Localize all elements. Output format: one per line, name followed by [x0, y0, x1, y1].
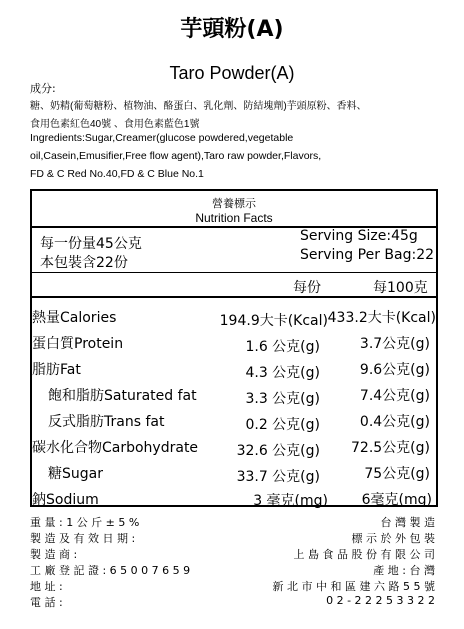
- product-title-en: Taro Powder(A): [169, 63, 295, 83]
- serving-size-zh: 每一份量45公克: [40, 236, 142, 252]
- footer-line-factory: [30, 562, 435, 578]
- maker-label: 製 造 商 :: [30, 548, 78, 561]
- ingredients-label: 成分:: [30, 82, 56, 95]
- ingredients-en-line-2: oil,Casein,Emusifier,Free flow agent),Taro raw powder,Flavors,: [30, 150, 322, 162]
- nutrient-label: 糖Sugar: [48, 466, 103, 482]
- footer-line-expiry: [30, 530, 435, 546]
- nutrient-per-100g: 72.5公克(g): [351, 440, 430, 456]
- footer-line-phone: [30, 594, 435, 610]
- phone-label: 電 話 :: [30, 596, 63, 609]
- expiry-value: 標 示 於 外 包 裝: [351, 532, 435, 545]
- ingredients-zh-line-1: 糖、奶精(葡萄糖粉、植物油、酪蛋白、乳化劑、防結塊劑)芋頭原粉、香料、: [30, 101, 367, 112]
- factory-registration: 工 廠 登 記 證 : 6 5 0 0 7 6 5 9: [30, 564, 191, 577]
- nutrient-label: 飽和脂肪Saturated fat: [48, 388, 197, 404]
- address-label: 地 址 :: [30, 580, 63, 593]
- nutrient-per-serving: 32.6 公克(g): [236, 443, 320, 459]
- nutrient-per-100g: 9.6公克(g): [359, 362, 430, 378]
- servings-per-bag-en: Serving Per Bag:22: [300, 247, 435, 263]
- phone-value: 0 2 - 2 2 2 5 3 3 2 2: [326, 594, 435, 607]
- nutrient-per-serving: 194.9大卡(Kcal): [219, 313, 328, 329]
- nutrient-per-100g: 0.4公克(g): [359, 414, 430, 430]
- ingredients-en-line-1: Ingredients:Sugar,Creamer(glucose powdered,vegetable: [30, 132, 294, 144]
- nutrient-label: 脂肪Fat: [32, 362, 81, 378]
- place-of-origin: 產 地 : 台 灣: [373, 564, 435, 577]
- nutrient-per-serving: 1.6 公克(g): [245, 339, 320, 355]
- nutrient-per-100g: 6毫克(mg): [361, 492, 432, 508]
- nutrient-per-serving: 4.3 公克(g): [245, 365, 320, 381]
- nutrient-per-100g: 75公克(g): [364, 466, 430, 482]
- expiry-label: 製 造 及 有 效 日 期 :: [30, 532, 136, 545]
- ingredients-en-line-3: FD & C Red No.40,FD & C Blue No.1: [30, 168, 204, 180]
- nutrient-label: 蛋白質Protein: [32, 336, 124, 352]
- servings-per-bag-zh: 本包裝含22份: [40, 255, 128, 271]
- nutrition-header-en: Nutrition Facts: [195, 211, 273, 225]
- nutrient-per-serving: 33.7 公克(g): [236, 469, 320, 485]
- column-header-per-100g: 每100克: [373, 280, 428, 296]
- nutrient-per-100g: 433.2大卡(Kcal): [327, 310, 436, 326]
- made-in: 台 灣 製 造: [380, 516, 435, 529]
- footer-line-maker: [30, 546, 435, 562]
- footer-line-address: [30, 578, 435, 594]
- nutrient-label: 熱量Calories: [32, 310, 117, 326]
- nutrient-label: 鈉Sodium: [32, 492, 99, 508]
- nutrient-per-serving: 3.3 公克(g): [245, 391, 320, 407]
- nutrient-per-serving: 0.2 公克(g): [245, 417, 320, 433]
- ingredients-zh-line-2: 食用色素紅色40號 、食用色素藍色1號: [30, 119, 200, 130]
- net-weight: 重 量 : 1 公 斤 ± 5 %: [30, 516, 140, 529]
- footer-line-weight: [30, 514, 435, 530]
- divider: [30, 296, 438, 298]
- nutrient-label: 碳水化合物Carbohydrate: [32, 440, 199, 456]
- maker-value: 上 島 食 品 股 份 有 限 公 司: [293, 548, 435, 561]
- address-value: 新 北 市 中 和 區 建 六 路 5 5 號: [272, 580, 435, 593]
- serving-size-en: Serving Size:45g: [300, 228, 418, 244]
- nutrition-header-zh: 營養標示: [212, 197, 256, 210]
- divider: [30, 272, 438, 273]
- nutrient-per-serving: 3 毫克(mg): [253, 493, 328, 509]
- nutrient-per-100g: 3.7公克(g): [359, 336, 430, 352]
- column-header-per-serving: 每份: [293, 280, 321, 296]
- nutrient-per-100g: 7.4公克(g): [359, 388, 430, 404]
- nutrient-label: 反式脂肪Trans fat: [48, 414, 165, 430]
- product-title-zh: 芋頭粉(A): [180, 17, 284, 42]
